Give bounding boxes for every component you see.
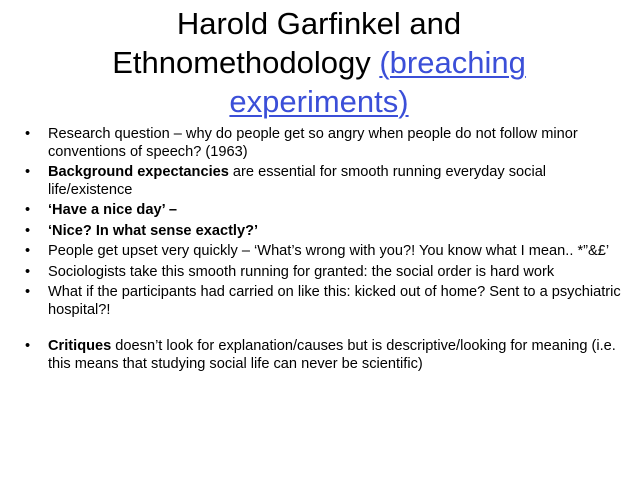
bullet-bold-text: Background expectancies <box>48 164 229 180</box>
bullet-item <box>22 223 622 241</box>
slide-title <box>60 4 578 121</box>
bullet-item <box>22 202 622 220</box>
bullet-dot-icon: • <box>25 284 31 300</box>
bullet-text: What if the participants had carried on like this: kicked out of home? Sent to a psychiatric hospital?! <box>48 284 621 318</box>
bullet-dot-icon: • <box>25 126 31 142</box>
bullet-item <box>22 284 622 319</box>
bullet-bold-text: ‘Have a nice day’ – <box>48 202 177 218</box>
bullet-item <box>22 243 622 261</box>
bullet-dot-icon: • <box>25 338 31 354</box>
breaching-experiments-link-part2[interactable]: experiments) <box>229 84 409 119</box>
bullet-bold-text: ‘Nice? In what sense exactly?’ <box>48 222 259 239</box>
bullet-dot-icon: • <box>25 202 31 218</box>
bullet-dot-icon: • <box>25 222 31 239</box>
bullet-item <box>22 126 622 161</box>
title-line-2: Ethnomethodology <box>112 45 380 80</box>
bullet-item <box>22 164 622 199</box>
bullet-item <box>22 338 622 373</box>
bullet-text: are essential for smooth running everyday social life/existence <box>48 164 547 198</box>
breaching-experiments-link-part1[interactable]: (breaching <box>379 45 526 80</box>
bullet-list <box>22 126 622 376</box>
bullet-bold-text: Critiques <box>48 338 112 354</box>
bullet-text: doesn’t look for explanation/causes but is descriptive/looking for meaning (i.e. this means that studying social life can never be scientific) <box>48 338 616 372</box>
bullet-item <box>22 264 622 282</box>
bullet-dot-icon: • <box>25 164 31 180</box>
bullet-text: Research question – why do people get so angry when people do not follow minor conventions of speech? (1963) <box>48 126 578 160</box>
bullet-text: Sociologists take this smooth running for granted: the social order is hard work <box>48 263 555 280</box>
bullet-dot-icon: • <box>25 243 31 259</box>
bullet-text: People get upset very quickly – ‘What’s wrong with you?! You know what I mean.. *”&£’ <box>48 243 610 259</box>
bullet-dot-icon: • <box>25 263 31 280</box>
title-line-1: Harold Garfinkel and <box>176 6 462 41</box>
